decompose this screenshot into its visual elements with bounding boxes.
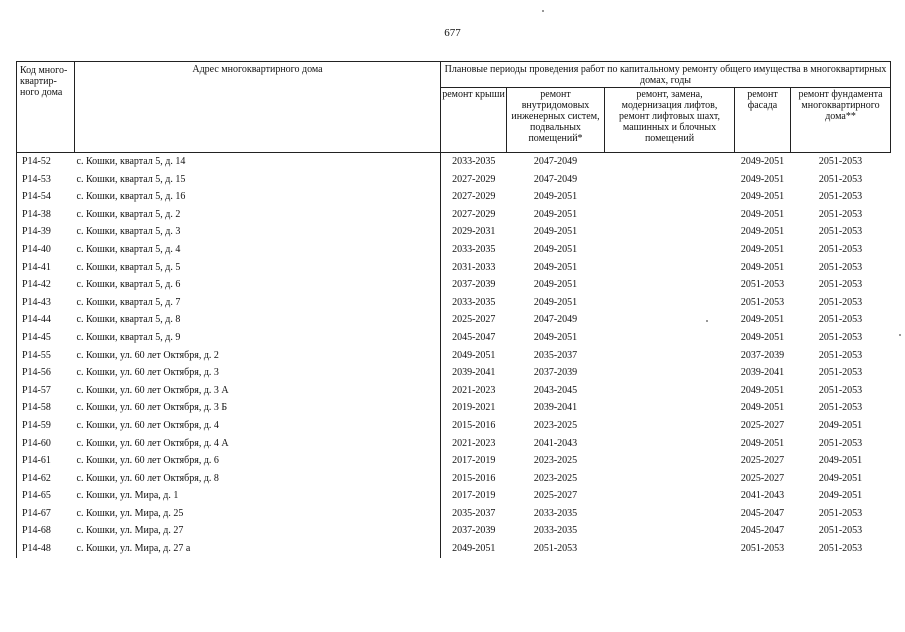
header-roof-repair: ремонт крыши xyxy=(441,88,507,153)
address-cell: с. Кошки, ул. 60 лет Октября, д. 4 xyxy=(76,419,219,431)
lifts-period-cell xyxy=(605,153,735,171)
lifts-period-cell xyxy=(605,522,735,540)
lifts-period-cell xyxy=(605,417,735,435)
lifts-period-cell xyxy=(605,206,735,224)
roof-period-cell: 2035-2037 xyxy=(441,505,507,523)
lifts-period-cell xyxy=(605,188,735,206)
house-code-cell: Р14-56 xyxy=(17,364,75,382)
roof-period-cell: 2017-2019 xyxy=(441,452,507,470)
facade-period-cell: 2025-2027 xyxy=(740,472,785,484)
header-planned-periods: Плановые периоды проведения работ по капитальному ремонту общего имущества в многоквартирных домах, годы xyxy=(441,62,891,88)
engineering-period-cell: 2049-2051 xyxy=(533,208,578,220)
foundation-period-cell: 2049-2051 xyxy=(818,455,863,467)
lifts-period-cell xyxy=(605,294,735,312)
house-code-cell: Р14-54 xyxy=(17,188,75,206)
foundation-period-cell: 2051-2053 xyxy=(818,507,863,519)
lifts-period-cell xyxy=(605,364,735,382)
house-code-cell: Р14-48 xyxy=(17,540,75,558)
foundation-period-cell: 2051-2053 xyxy=(818,543,863,555)
address-cell: с. Кошки, квартал 5, д. 3 xyxy=(76,226,181,238)
foundation-period-cell: 2051-2053 xyxy=(818,349,863,361)
roof-period-cell: 2033-2035 xyxy=(441,294,507,312)
address-cell: с. Кошки, квартал 5, д. 9 xyxy=(76,331,181,343)
house-code-cell: Р14-39 xyxy=(17,223,75,241)
facade-period-cell: 2051-2053 xyxy=(740,543,785,555)
lifts-period-cell xyxy=(605,241,735,259)
header-lifts: ремонт, замена, модернизация лифтов, ремонт лифтовых шахт, машинных и блочных помещений xyxy=(605,88,735,153)
engineering-period-cell: 2023-2025 xyxy=(533,419,578,431)
address-cell: с. Кошки, ул. Мира, д. 27 а xyxy=(76,543,191,555)
engineering-period-cell: 2051-2053 xyxy=(533,543,578,555)
lifts-period-cell xyxy=(605,329,735,347)
address-cell: с. Кошки, квартал 5, д. 7 xyxy=(76,296,181,308)
facade-period-cell: 2049-2051 xyxy=(740,261,785,273)
engineering-period-cell: 2049-2051 xyxy=(533,261,578,273)
roof-period-cell: 2021-2023 xyxy=(441,435,507,453)
roof-period-cell: 2025-2027 xyxy=(441,311,507,329)
roof-period-cell: 2019-2021 xyxy=(441,399,507,417)
foundation-period-cell: 2051-2053 xyxy=(818,367,863,379)
house-code-cell: Р14-58 xyxy=(17,399,75,417)
lifts-period-cell xyxy=(605,540,735,558)
house-code-cell: Р14-57 xyxy=(17,382,75,400)
engineering-period-cell: 2049-2051 xyxy=(533,279,578,291)
roof-period-cell: 2033-2035 xyxy=(441,241,507,259)
table-row xyxy=(17,347,891,365)
facade-period-cell: 2049-2051 xyxy=(740,384,785,396)
address-cell: с. Кошки, ул. 60 лет Октября, д. 3 А xyxy=(76,384,229,396)
address-cell: с. Кошки, ул. 60 лет Октября, д. 6 xyxy=(76,455,219,467)
roof-period-cell: 2037-2039 xyxy=(441,276,507,294)
foundation-period-cell: 2051-2053 xyxy=(818,525,863,537)
address-cell: с. Кошки, ул. 60 лет Октября, д. 2 xyxy=(76,349,219,361)
house-code-cell: Р14-61 xyxy=(17,452,75,470)
address-cell: с. Кошки, ул. Мира, д. 27 xyxy=(76,525,184,537)
roof-period-cell: 2037-2039 xyxy=(441,522,507,540)
table-row xyxy=(17,276,891,294)
foundation-period-cell: 2051-2053 xyxy=(818,173,863,185)
address-cell: с. Кошки, квартал 5, д. 2 xyxy=(76,208,181,220)
engineering-period-cell: 2033-2035 xyxy=(533,525,578,537)
address-cell: с. Кошки, ул. 60 лет Октября, д. 3 xyxy=(76,367,219,379)
engineering-period-cell: 2039-2041 xyxy=(533,402,578,414)
header-facade: ремонт фасада xyxy=(735,88,791,153)
facade-period-cell: 2049-2051 xyxy=(740,314,785,326)
scan-speck xyxy=(542,10,544,12)
table-row xyxy=(17,171,891,189)
roof-period-cell: 2031-2033 xyxy=(441,259,507,277)
house-code-cell: Р14-38 xyxy=(17,206,75,224)
foundation-period-cell: 2049-2051 xyxy=(818,419,863,431)
address-cell: с. Кошки, квартал 5, д. 15 xyxy=(76,173,186,185)
foundation-period-cell: 2051-2053 xyxy=(818,191,863,203)
engineering-period-cell: 2035-2037 xyxy=(533,349,578,361)
house-code-cell: Р14-68 xyxy=(17,522,75,540)
house-code-cell: Р14-42 xyxy=(17,276,75,294)
address-cell: с. Кошки, квартал 5, д. 8 xyxy=(76,314,181,326)
roof-period-cell: 2045-2047 xyxy=(441,329,507,347)
header-foundation: ремонт фундамента многоквартирного дома** xyxy=(791,88,891,153)
roof-period-cell: 2027-2029 xyxy=(441,206,507,224)
facade-period-cell: 2039-2041 xyxy=(740,367,785,379)
foundation-period-cell: 2049-2051 xyxy=(818,490,863,502)
table-row xyxy=(17,259,891,277)
address-cell: с. Кошки, квартал 5, д. 5 xyxy=(76,261,181,273)
facade-period-cell: 2041-2043 xyxy=(740,490,785,502)
lifts-period-cell xyxy=(605,347,735,365)
table-row xyxy=(17,153,891,171)
engineering-period-cell: 2047-2049 xyxy=(533,314,578,326)
house-code-cell: Р14-65 xyxy=(17,487,75,505)
roof-period-cell: 2049-2051 xyxy=(441,540,507,558)
facade-period-cell: 2049-2051 xyxy=(740,226,785,238)
foundation-period-cell: 2051-2053 xyxy=(818,208,863,220)
table-row xyxy=(17,311,891,329)
facade-period-cell: 2049-2051 xyxy=(735,153,791,171)
house-code-cell: Р14-45 xyxy=(17,329,75,347)
facade-period-cell: 2049-2051 xyxy=(740,173,785,185)
roof-period-cell: 2017-2019 xyxy=(441,487,507,505)
roof-period-cell: 2033-2035 xyxy=(441,153,507,171)
facade-period-cell: 2051-2053 xyxy=(740,296,785,308)
house-code-cell: Р14-62 xyxy=(17,470,75,488)
house-code-cell: Р14-52 xyxy=(17,153,75,171)
facade-period-cell: 2037-2039 xyxy=(740,349,785,361)
facade-period-cell: 2049-2051 xyxy=(740,402,785,414)
foundation-period-cell: 2051-2053 xyxy=(818,261,863,273)
table-row xyxy=(17,206,891,224)
address-cell: с. Кошки, квартал 5, д. 16 xyxy=(76,191,186,203)
engineering-period-cell: 2047-2049 xyxy=(533,173,578,185)
engineering-period-cell: 2049-2051 xyxy=(533,331,578,343)
roof-period-cell: 2029-2031 xyxy=(441,223,507,241)
engineering-period-cell: 2033-2035 xyxy=(533,507,578,519)
address-cell: с. Кошки, квартал 5, д. 4 xyxy=(76,243,181,255)
table-row xyxy=(17,294,891,312)
lifts-period-cell xyxy=(605,505,735,523)
foundation-period-cell: 2051-2053 xyxy=(818,226,863,238)
engineering-period-cell: 2041-2043 xyxy=(533,437,578,449)
foundation-period-cell: 2049-2051 xyxy=(818,472,863,484)
table-body xyxy=(17,153,891,558)
foundation-period-cell: 2051-2053 xyxy=(818,279,863,291)
lifts-period-cell xyxy=(605,435,735,453)
table-row xyxy=(17,399,891,417)
facade-period-cell: 2051-2053 xyxy=(740,279,785,291)
table-row xyxy=(17,364,891,382)
header-address: Адрес многоквартирного дома xyxy=(75,62,441,153)
lifts-period-cell xyxy=(605,452,735,470)
header-engineering-systems: ремонт внутридомовых инженерных систем, подвальных помещений* xyxy=(507,88,605,153)
address-cell: с. Кошки, ул. 60 лет Октября, д. 3 Б xyxy=(76,402,228,414)
facade-period-cell: 2049-2051 xyxy=(740,191,785,203)
address-cell: с. Кошки, ул. Мира, д. 25 xyxy=(76,507,184,519)
engineering-period-cell: 2037-2039 xyxy=(533,367,578,379)
address-cell: с. Кошки, ул. 60 лет Октября, д. 8 xyxy=(76,472,219,484)
table-row xyxy=(17,435,891,453)
roof-period-cell: 2027-2029 xyxy=(441,188,507,206)
lifts-period-cell xyxy=(605,171,735,189)
foundation-period-cell: 2051-2053 xyxy=(791,153,891,171)
table-row xyxy=(17,540,891,558)
house-code-cell: Р14-44 xyxy=(17,311,75,329)
repair-schedule-table xyxy=(16,61,891,558)
roof-period-cell: 2021-2023 xyxy=(441,382,507,400)
foundation-period-cell: 2051-2053 xyxy=(818,296,863,308)
lifts-period-cell xyxy=(605,223,735,241)
table-row xyxy=(17,188,891,206)
table-row xyxy=(17,522,891,540)
house-code-cell: Р14-60 xyxy=(17,435,75,453)
engineering-period-cell: 2049-2051 xyxy=(533,191,578,203)
lifts-period-cell xyxy=(605,259,735,277)
table-row xyxy=(17,329,891,347)
lifts-period-cell xyxy=(605,487,735,505)
foundation-period-cell: 2051-2053 xyxy=(818,314,863,326)
roof-period-cell: 2049-2051 xyxy=(441,347,507,365)
foundation-period-cell: 2051-2053 xyxy=(818,437,863,449)
house-code-cell: Р14-43 xyxy=(17,294,75,312)
address-cell: с. Кошки, квартал 5, д. 14 xyxy=(75,153,441,171)
foundation-period-cell: 2051-2053 xyxy=(818,384,863,396)
engineering-period-cell: 2023-2025 xyxy=(533,472,578,484)
table-row xyxy=(17,382,891,400)
roof-period-cell: 2015-2016 xyxy=(441,417,507,435)
facade-period-cell: 2045-2047 xyxy=(740,525,785,537)
table-row xyxy=(17,470,891,488)
foundation-period-cell: 2051-2053 xyxy=(818,243,863,255)
facade-period-cell: 2025-2027 xyxy=(740,419,785,431)
engineering-period-cell: 2023-2025 xyxy=(533,455,578,467)
engineering-period-cell: 2049-2051 xyxy=(533,296,578,308)
engineering-period-cell: 2049-2051 xyxy=(533,243,578,255)
facade-period-cell: 2049-2051 xyxy=(740,331,785,343)
lifts-period-cell xyxy=(605,311,735,329)
facade-period-cell: 2049-2051 xyxy=(740,243,785,255)
facade-period-cell: 2049-2051 xyxy=(740,437,785,449)
lifts-period-cell xyxy=(605,382,735,400)
table-row xyxy=(17,505,891,523)
house-code-cell: Р14-59 xyxy=(17,417,75,435)
house-code-cell: Р14-53 xyxy=(17,171,75,189)
house-code-cell: Р14-40 xyxy=(17,241,75,259)
engineering-period-cell: 2047-2049 xyxy=(507,153,605,171)
scan-speck xyxy=(899,334,901,336)
roof-period-cell: 2015-2016 xyxy=(441,470,507,488)
page-number: 677 xyxy=(444,27,461,39)
roof-period-cell: 2027-2029 xyxy=(441,171,507,189)
table-row xyxy=(17,487,891,505)
facade-period-cell: 2045-2047 xyxy=(740,507,785,519)
foundation-period-cell: 2051-2053 xyxy=(818,331,863,343)
facade-period-cell: 2049-2051 xyxy=(740,208,785,220)
lifts-period-cell xyxy=(605,399,735,417)
house-code-cell: Р14-67 xyxy=(17,505,75,523)
table-row xyxy=(17,417,891,435)
table-row xyxy=(17,223,891,241)
table-row xyxy=(17,241,891,259)
lifts-period-cell xyxy=(605,470,735,488)
house-code-cell: Р14-41 xyxy=(17,259,75,277)
foundation-period-cell: 2051-2053 xyxy=(818,402,863,414)
house-code-cell: Р14-55 xyxy=(17,347,75,365)
header-code: Код много-квартир-ного дома xyxy=(17,62,75,153)
address-cell: с. Кошки, квартал 5, д. 6 xyxy=(76,279,181,291)
engineering-period-cell: 2043-2045 xyxy=(533,384,578,396)
engineering-period-cell: 2025-2027 xyxy=(533,490,578,502)
header-row-top xyxy=(17,62,891,88)
address-cell: с. Кошки, ул. Мира, д. 1 xyxy=(76,490,179,502)
address-cell: с. Кошки, ул. 60 лет Октября, д. 4 А xyxy=(76,437,229,449)
table-row xyxy=(17,452,891,470)
engineering-period-cell: 2049-2051 xyxy=(533,226,578,238)
facade-period-cell: 2025-2027 xyxy=(740,455,785,467)
roof-period-cell: 2039-2041 xyxy=(441,364,507,382)
lifts-period-cell xyxy=(605,276,735,294)
